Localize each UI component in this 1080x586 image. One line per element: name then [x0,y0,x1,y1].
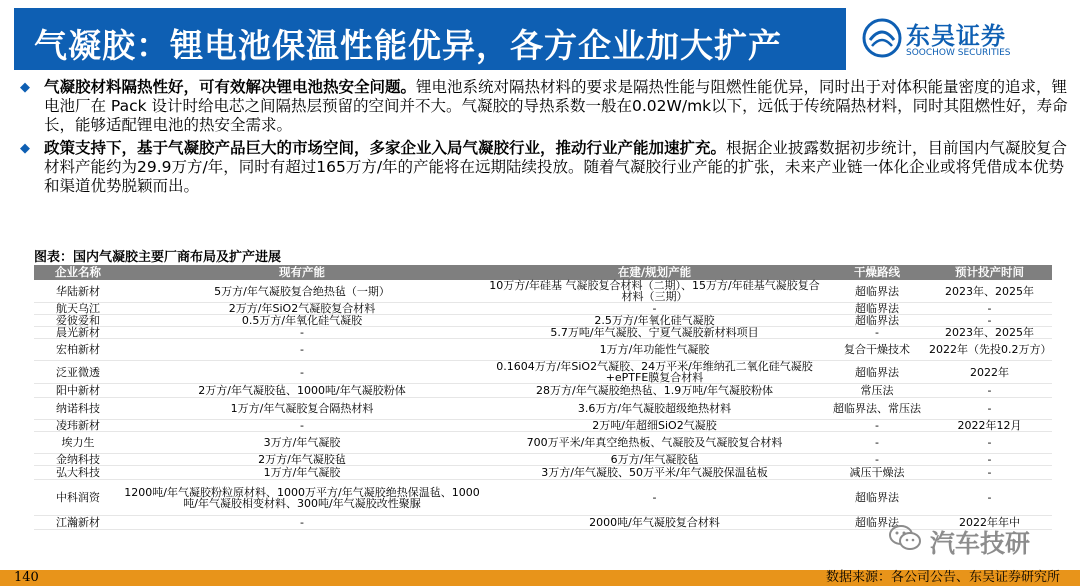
bullet-item [18,78,1068,135]
table-cell: - [927,398,1052,420]
table-cell: - [827,432,927,454]
column-header: 干燥路线 [827,265,927,280]
table-cell: - [927,454,1052,466]
table-cell: 1200吨/年气凝胶粉粒原材料、1000万平方/年气凝胶绝热保温毡、1000吨/年气凝胶相变材料、300吨/年气凝胶改性聚脲 [122,480,482,516]
table-cell: 复合干燥技术 [827,339,927,361]
table-row [34,480,1052,516]
table-cell: 1万方/年气凝胶复合隔热材料 [122,398,482,420]
table-row [34,420,1052,432]
table-cell: - [927,384,1052,398]
bullet-body: 锂电池系统对隔热材料的要求是隔热性能与阻燃性能优异，同时出于对体积能量密度的追求，锂电池厂在 Pack 设计时给电芯之间隔热层预留的空间并不大。气凝胶的导热系数一般在0.02W/mk以下，远低于传统隔热材料，同时其阻燃性好，寿命长，能够适配锂电池的热安全需求。 [44,78,1068,134]
table-row [34,339,1052,361]
table-cell: 6万方/年气凝胶毡 [482,454,827,466]
table-cell: 超临界法 [827,303,927,315]
table-row [34,315,1052,327]
table-cell: 0.1604万方/年SiO2气凝胶、24万平米/年维纳孔二氧化硅气凝胶+ePTFE膜复合材料 [482,361,827,384]
table-cell: 2022年（先投0.2万方） [927,339,1052,361]
table-body [34,280,1052,530]
table-cell: 2000吨/年气凝胶复合材料 [482,516,827,530]
table-cell: 1万方/年功能性气凝胶 [482,339,827,361]
table-cell: 超临界法、常压法 [827,398,927,420]
table-cell: - [482,480,827,516]
table-row [34,303,1052,315]
page-number: 140 [14,570,39,585]
table-cell: 5万方/年气凝胶复合绝热毡（一期） [122,280,482,303]
table-cell: - [482,303,827,315]
company-name-cell: 航天乌江 [34,303,122,315]
company-name-cell: 爱彼爱和 [34,315,122,327]
company-name-cell: 弘大科技 [34,466,122,480]
table-caption: 图表：国内气凝胶主要厂商布局及扩产进展 [34,250,282,265]
title-bar [14,8,846,70]
company-name-cell: 埃力生 [34,432,122,454]
table-cell: - [927,315,1052,327]
table-cell: - [927,480,1052,516]
table-cell: 2023年、2025年 [927,280,1052,303]
bullet-heading: 政策支持下，基于气凝胶产品巨大的市场空间，多家企业入局气凝胶行业，推动行业产能加速扩充。 [44,139,727,157]
capacity-table-container [34,265,1052,530]
slide-footer [0,570,1080,586]
table-cell: 3万方/年气凝胶、50万平米/年气凝胶保温毡板 [482,466,827,480]
table-cell: 超临界法 [827,480,927,516]
table-cell: 超临界法 [827,315,927,327]
company-name-cell: 阳中新材 [34,384,122,398]
diamond-bullet-icon: ◆ [20,141,30,156]
table-cell: 700万平米/年真空绝热板、气凝胶及气凝胶复合材料 [482,432,827,454]
logo-chinese-name: 东吴证券 [906,22,1006,50]
table-cell: 2万方/年气凝胶毡 [122,454,482,466]
table-cell: 0.5万方/年氧化硅气凝胶 [122,315,482,327]
company-name-cell: 晨光新材 [34,327,122,339]
table-cell: 1万方/年气凝胶 [122,466,482,480]
table-cell: - [827,420,927,432]
soochow-logo-icon [862,18,902,58]
company-logo [862,14,1072,66]
table-row [34,432,1052,454]
company-name-cell: 凌玮新材 [34,420,122,432]
table-cell: 2万方/年气凝胶毡、1000吨/年气凝胶粉体 [122,384,482,398]
table-cell: 28万方/年气凝胶绝热毡、1.9万吨/年气凝胶粉体 [482,384,827,398]
wechat-icon [888,522,922,554]
table-cell: - [122,339,482,361]
table-cell: 常压法 [827,384,927,398]
company-name-cell: 华陆新材 [34,280,122,303]
table-row [34,466,1052,480]
table-cell: - [927,303,1052,315]
slide-header [0,0,1080,78]
bullet-body: 根据企业披露数据初步统计，目前国内气凝胶复合材料产能约为29.9万方/年，同时有超过165万方/年的产能将在远期陆续投放。随着气凝胶行业产能的扩张，未来产业链一体化企业或将凭借成本优势和渠道优势脱颖而出。 [44,139,1068,195]
table-cell: - [122,361,482,384]
table-cell: - [927,432,1052,454]
company-name-cell: 纳诺科技 [34,398,122,420]
table-cell: - [122,420,482,432]
column-header: 现有产能 [122,265,482,280]
logo-english-name: SOOCHOW SECURITIES [906,48,1011,58]
table-cell: - [927,466,1052,480]
table-cell: - [827,454,927,466]
column-header: 预计投产时间 [927,265,1052,280]
table-cell: 超临界法 [827,280,927,303]
watermark [888,518,1058,558]
table-cell: 超临界法 [827,361,927,384]
table-cell: 2.5万方/年氧化硅气凝胶 [482,315,827,327]
table-row [34,384,1052,398]
table-header-row [34,265,1052,280]
table-cell: 3万方/年气凝胶 [122,432,482,454]
data-source: 数据来源：各公司公告、东吴证券研究所 [825,570,1060,585]
table-row [34,327,1052,339]
table-row [34,454,1052,466]
table-cell: 超临界法 [827,516,927,530]
column-header: 在建/规划产能 [482,265,827,280]
table-row [34,280,1052,303]
company-name-cell: 泛亚微透 [34,361,122,384]
table-cell: - [827,327,927,339]
table-cell: 3.6万方/年气凝胶超级绝热材料 [482,398,827,420]
table-row [34,398,1052,420]
column-header: 企业名称 [34,265,122,280]
table-cell: 2万方/年SiO2气凝胶复合材料 [122,303,482,315]
company-name-cell: 金纳科技 [34,454,122,466]
table-cell: 2万吨/年超细SiO2气凝胶 [482,420,827,432]
company-name-cell: 宏柏新材 [34,339,122,361]
table-cell: 10万方/年硅基 气凝胶复合材料（二期）、15万方/年硅基气凝胶复合材料（三期） [482,280,827,303]
table-cell: 减压干燥法 [827,466,927,480]
diamond-bullet-icon: ◆ [20,80,30,95]
watermark-text: 汽车技研 [930,529,1031,558]
slide-title: 气凝胶：锂电池保温性能优异，各方企业加大扩产 [34,26,782,65]
table-cell: 5.7万吨/年气凝胶、宁夏气凝胶新材料项目 [482,327,827,339]
bullet-list [18,78,1068,200]
table-cell: 2022年年中 [927,516,1052,530]
bullet-item [18,139,1068,196]
company-name-cell: 中科润资 [34,480,122,516]
company-name-cell: 江瀚新材 [34,516,122,530]
table-cell: 2022年12月 [927,420,1052,432]
table-cell: 2023年、2025年 [927,327,1052,339]
table-row [34,361,1052,384]
table-cell: - [122,516,482,530]
capacity-table [34,265,1052,530]
table-cell: - [122,327,482,339]
bullet-heading: 气凝胶材料隔热性好，可有效解决锂电池热安全问题。 [44,78,417,96]
table-cell: 2022年 [927,361,1052,384]
